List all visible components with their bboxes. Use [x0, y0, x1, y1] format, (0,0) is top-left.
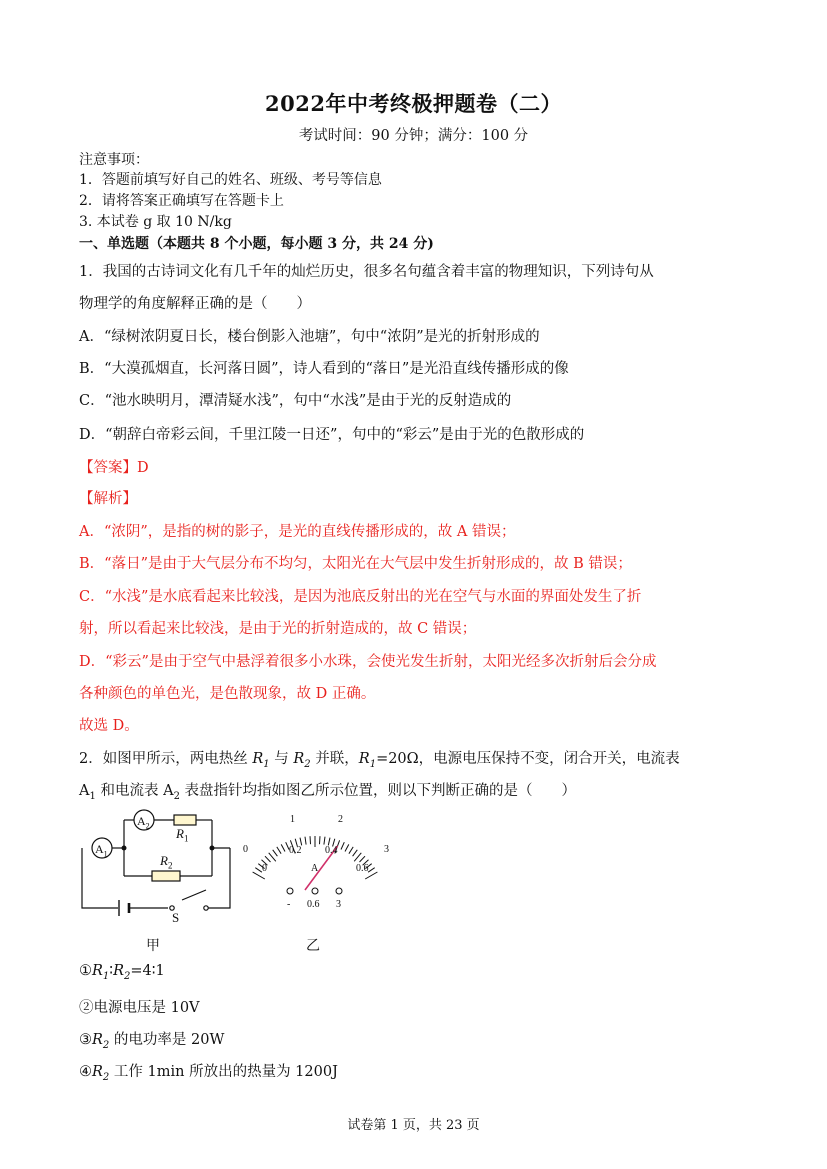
- statement-2: ②电源电压是 10V: [79, 1000, 200, 1016]
- analysis-line: 射，所以看起来比较浅，是由于光的折射造成的，故 C 错误；: [79, 621, 477, 637]
- page-footer: 试卷第 1 页，共 23 页: [347, 1118, 480, 1133]
- ammeter-dial: [235, 808, 395, 913]
- q2-stem: $A_1$ 和电流表 $A_2$ 表盘指针均指如图乙所示位置，则以下判断正确的是（ ）: [79, 783, 577, 802]
- dial-tick: [354, 853, 361, 862]
- note-item: 3. 本试卷 g 取 10 N/kg: [79, 214, 232, 230]
- dial-tick: [324, 837, 325, 845]
- notes-heading: 注意事项：: [79, 152, 149, 168]
- figure-caption-yi: 乙: [306, 939, 320, 954]
- section-heading: 一、单选题（本题共 8 个小题，每小题 3 分，共 24 分): [79, 236, 434, 252]
- dial-tick: [368, 868, 375, 873]
- dial-tick: [349, 847, 353, 854]
- dial-tick: [341, 842, 344, 849]
- ammeter-a1-label: $A_1$: [95, 842, 108, 859]
- scale-top-label: 1: [290, 814, 295, 825]
- page-title: 2022年中考终极押题卷（二）: [265, 91, 562, 116]
- scale-top-label: 3: [384, 844, 389, 855]
- q1-option-b: B．“大漠孤烟直，长河落日圆”，诗人看到的“落日”是光沿直线传播形成的像: [79, 361, 569, 377]
- ammeter-a2-label: $A_2$: [137, 814, 150, 831]
- analysis-label: 【解析】: [79, 491, 137, 507]
- q1-option-a: A．“绿树浓阴夏日长，楼台倒影入池塘”，句中“浓阴”是光的折射形成的: [79, 329, 540, 345]
- statement-4: $④R_2$ 工作 1min 所放出的热量为 1200J: [79, 1064, 338, 1083]
- dial-tick: [305, 837, 306, 845]
- analysis-line: D．“彩云”是由于空气中悬浮着很多小水珠，会使光发生折射，太阳光经多次折射后会分成: [79, 654, 657, 670]
- scale-top-label: 2: [338, 814, 343, 825]
- meter-unit: A: [311, 863, 319, 874]
- dial-tick: [281, 844, 285, 851]
- exam-info: 考试时间：90 分钟；满分：100 分: [298, 128, 529, 144]
- dial-tick: [360, 856, 366, 862]
- analysis-line: A．“浓阴”，是指的树的影子，是光的直线传播形成的，故 A 错误；: [79, 524, 516, 540]
- terminal-label: -: [287, 899, 291, 910]
- scale-inner-label: 0.6: [356, 863, 369, 874]
- dial-tick: [320, 836, 321, 844]
- analysis-line: 各种颜色的单色光，是色散现象，故 D 正确。: [79, 686, 376, 702]
- conclusion: 故选 D。: [79, 718, 139, 734]
- dial-tick: [353, 850, 358, 856]
- scale-inner-label: 0.4: [325, 845, 338, 856]
- resistor-r2-label: $R_2$: [160, 853, 173, 871]
- dial-tick: [277, 847, 281, 854]
- dial-tick: [273, 850, 278, 856]
- analysis-line: C．“水浅”是水底看起来比较浅，是因为池底反射出的光在空气与水面的界面处发生了折: [79, 589, 642, 605]
- q2-stem: 2．如图甲所示，两电热丝 $R_1$ 与 $R_2$ 并联，$R_1=20\Omega$，电源电压保持不变，闭合开关，电流表: [79, 751, 680, 770]
- statement-1: $①R_1∶R_2=4∶1$: [79, 963, 165, 982]
- dial-tick: [269, 853, 276, 862]
- dial-tick: [310, 836, 311, 844]
- terminal-label: 0.6: [307, 899, 320, 910]
- switch-label: S: [172, 910, 180, 925]
- dial-tick: [265, 856, 271, 862]
- statement-3: $③R_2$ 的电功率是 20W: [79, 1032, 225, 1051]
- q1-stem: 物理学的角度解释正确的是（ ）: [79, 296, 311, 312]
- figure-caption-jia: 甲: [146, 939, 160, 954]
- note-item: 2．请将答案正确填写在答题卡上: [79, 193, 284, 209]
- scale-inner-label: 0.2: [289, 845, 302, 856]
- resistor-r1-label: $R_1$: [176, 826, 189, 844]
- analysis-line: B．“落日”是由于大气层分布不均匀，太阳光在大气层中发生折射形成的，故 B 错误；: [79, 556, 632, 572]
- q1-option-c: C．“池水映明月，潭清疑水浅”，句中“水浅”是由于光的反射造成的: [79, 393, 512, 409]
- q1-stem: 1．我国的古诗词文化有几千年的灿烂历史，很多名句蕴含着丰富的物理知识，下列诗句从: [79, 264, 654, 280]
- answer-label: 【答案】D: [79, 460, 149, 476]
- q1-option-d: D．“朝辞白帝彩云间，千里江陵一日还”，句中的“彩云”是由于光的色散形成的: [79, 427, 585, 443]
- dial-tick: [345, 844, 349, 851]
- scale-inner-label: 0: [262, 863, 267, 874]
- dial-tick: [255, 868, 262, 873]
- terminal-label: 3: [336, 899, 341, 910]
- scale-top-label: 0: [243, 844, 248, 855]
- note-item: 1．答题前填写好自己的姓名、班级、考号等信息: [79, 172, 382, 188]
